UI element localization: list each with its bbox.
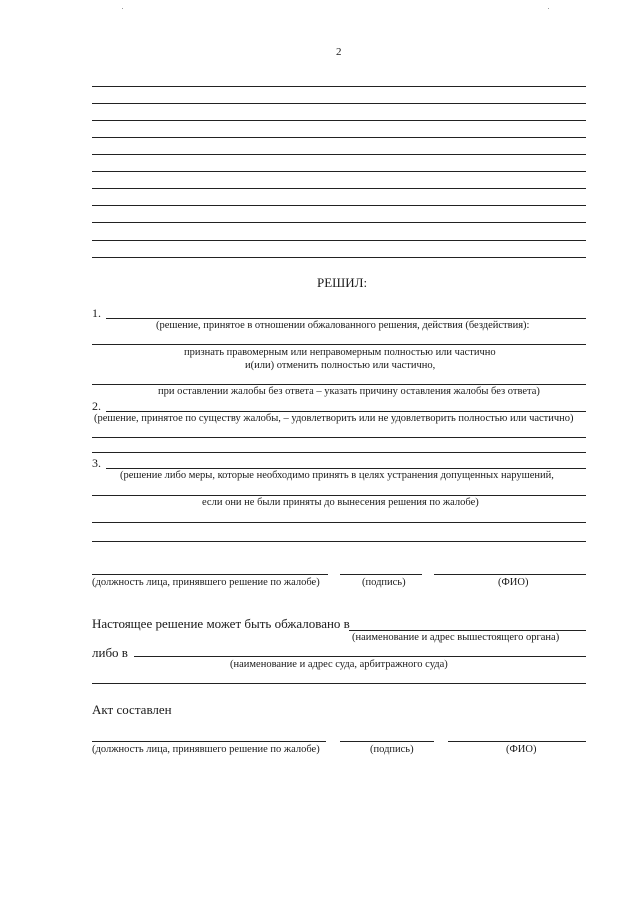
ruled-line — [92, 188, 586, 189]
name-field[interactable] — [434, 574, 586, 575]
section1-field[interactable] — [106, 318, 586, 319]
section2-field[interactable] — [92, 437, 586, 438]
ruled-line — [92, 171, 586, 172]
appeal-or-text: либо в — [92, 645, 128, 660]
section3-field[interactable] — [92, 541, 586, 542]
section3-field[interactable] — [106, 468, 586, 469]
section1-caption-d: при оставлении жалобы без ответа – указать причину оставления жалобы без ответа) — [158, 386, 540, 397]
position-field[interactable] — [92, 741, 326, 742]
appeal-org-caption: (наименование и адрес вышестоящего органа) — [352, 632, 560, 643]
position-label: (должность лица, принявшего решение по жалобе) — [92, 744, 320, 755]
appeal-court-field[interactable] — [134, 656, 586, 657]
section3-number: 3. — [92, 456, 101, 470]
ruled-line — [92, 240, 586, 241]
ruled-line — [92, 222, 586, 223]
signature-label: (подпись) — [362, 577, 406, 588]
signature-label: (подпись) — [370, 744, 414, 755]
page-number: 2 — [336, 46, 342, 58]
decision-heading: РЕШИЛ: — [317, 275, 368, 290]
position-label: (должность лица, принявшего решение по жалобе) — [92, 577, 320, 588]
ruled-line — [92, 205, 586, 206]
name-label: (ФИО) — [506, 744, 537, 755]
appeal-org-field[interactable] — [349, 630, 586, 631]
ruled-line — [92, 120, 586, 121]
appeal-court-field[interactable] — [92, 683, 586, 684]
ruled-line — [92, 154, 586, 155]
section1-field[interactable] — [92, 344, 586, 345]
section1-caption-a: (решение, принятое в отношении обжалованного решения, действия (бездействия): — [156, 320, 530, 331]
section1-caption-c: и(или) отменить полностью или частично, — [245, 360, 436, 371]
signature-field[interactable] — [340, 741, 434, 742]
section2-caption: (решение, принятое по существу жалобы, – удовлетворить или не удовлетворить полностью или частично) — [94, 413, 574, 424]
scan-speck — [548, 8, 549, 9]
section3-caption-b: если они не были приняты до вынесения решения по жалобе) — [202, 497, 479, 508]
act-text: Акт составлен — [92, 702, 172, 717]
section3-field[interactable] — [92, 522, 586, 523]
signature-field[interactable] — [340, 574, 422, 575]
ruled-line — [92, 137, 586, 138]
ruled-line — [92, 103, 586, 104]
section2-field[interactable] — [106, 411, 586, 412]
appeal-text: Настоящее решение может быть обжаловано в — [92, 616, 350, 631]
section1-caption-b: признать правомерным или неправомерным полностью или частично — [184, 347, 496, 358]
position-field[interactable] — [92, 574, 328, 575]
appeal-court-caption: (наименование и адрес суда, арбитражного суда) — [230, 659, 448, 670]
name-label: (ФИО) — [498, 577, 529, 588]
section3-field[interactable] — [92, 495, 586, 496]
section1-field[interactable] — [92, 384, 586, 385]
section2-field[interactable] — [92, 452, 586, 453]
ruled-line — [92, 257, 586, 258]
scan-speck — [122, 8, 123, 9]
section3-caption-a: (решение либо меры, которые необходимо принять в целях устранения допущенных нарушений, — [120, 470, 554, 481]
section2-number: 2. — [92, 399, 101, 413]
section1-number: 1. — [92, 306, 101, 320]
ruled-line — [92, 86, 586, 87]
name-field[interactable] — [448, 741, 586, 742]
